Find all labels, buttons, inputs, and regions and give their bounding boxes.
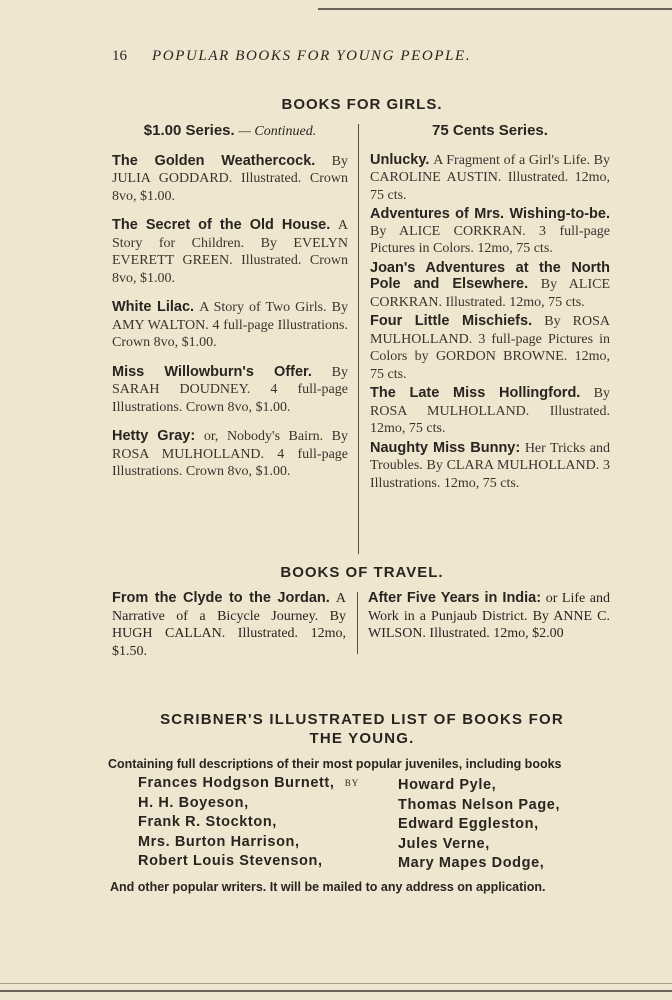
author-name: Robert Louis Stevenson, [138, 853, 323, 869]
travel-entry-left: From the Clyde to the Jordan. A Narrative of a Bicycle Journey. By HUGH CALLAN. Illustrated. 12mo, $1.50. [112, 590, 346, 659]
series-heading-right: 75 Cents Series. [432, 122, 548, 139]
book-entry: The Secret of the Old House. A Story for Children. By EVELYN EVERETT GREEN. Illustrated. Crown 8vo, $1.00. [112, 217, 349, 286]
authors-right-list [398, 776, 560, 874]
girls-left-column [112, 123, 348, 493]
author-name: Frances Hodgson Burnett, [138, 775, 335, 791]
scribner-heading: SCRIBNER'S ILLUSTRATED LIST OF BOOKS FOR THE YOUNG. [160, 711, 564, 747]
girls-right-column [370, 123, 610, 494]
author-name: Howard Pyle, [398, 777, 497, 793]
travel-heading: BOOKS OF TRAVEL. [280, 564, 444, 581]
running-head [112, 48, 552, 70]
book-entry: Adventures of Mrs. Wishing-to-be. By ALICE CORKRAN. 3 full-page Pictures in Colors. 12mo, 75 cts. [370, 206, 610, 256]
book-entry: Unlucky. A Fragment of a Girl's Life. By CAROLINE AUSTIN. Illustrated. 12mo, 75 cts. [370, 151, 611, 203]
book-entry: Miss Willowburn's Offer. By SARAH DOUDNEY. 4 full-page Illustrations. Crown 8vo, $1.00. [112, 363, 349, 415]
author-name: Thomas Nelson Page, [398, 796, 561, 813]
author-name: Frank R. Stockton, [138, 814, 277, 830]
author-name: Mrs. Burton Harrison, [138, 833, 300, 850]
series-heading-left: $1.00 Series. — Continued. [143, 122, 317, 139]
page-number: 16 [112, 48, 127, 64]
book-entry: Joan's Adventures at the North Pole and Elsewhere. By ALICE CORKRAN. Illustrated. 12mo, 75 cts. [370, 259, 610, 310]
authors-left-list [138, 774, 334, 872]
book-entry: Hetty Gray: or, Nobody's Bairn. By ROSA MULHOLLAND. 4 full-page Illustrations. Crown 8vo, $1.00. [112, 428, 348, 479]
author-name: Jules Verne, [398, 835, 490, 852]
girls-heading: BOOKS FOR GIRLS. [281, 96, 443, 113]
footer-note: And other popular writers. It will be mailed to any address on application. [110, 880, 546, 894]
author-name: H. H. Boyeson, [138, 794, 249, 811]
author-name: Edward Eggleston, [398, 816, 539, 832]
travel-column-divider [357, 592, 358, 654]
top-rule [318, 0, 672, 10]
book-entry: Four Little Mischiefs. By ROSA MULHOLLAND. 3 full-page Pictures in Colors by GORDON BROWNE. 12mo, 75 cts. [370, 313, 611, 382]
book-entry: The Golden Weathercock. By JULIA GODDARD. Illustrated. Crown 8vo, $1.00. [112, 152, 348, 204]
book-entry: White Lilac. A Story of Two Girls. By AMY WALTON. 4 full-page Illustrations. Crown 8vo, $1.00. [112, 299, 348, 350]
bottom-rule-thin [0, 983, 672, 984]
column-divider [358, 124, 359, 554]
containing-line: Containing full descriptions of their most popular juveniles, including books [108, 757, 562, 771]
book-entry: The Late Miss Hollingford. By ROSA MULHOLLAND. Illustrated. 12mo, 75 cts. [370, 385, 611, 436]
bottom-rule-thick [0, 990, 672, 992]
book-entry: Naughty Miss Bunny: Her Tricks and Troubles. By CLARA MULHOLLAND. 3 Illustrations. 12mo, 75 cts. [370, 439, 610, 491]
travel-entry-right: After Five Years in India: or Life and Work in a Punjaub District. By ANNE C. WILSON. Illustrated. 12mo, $2.00 [368, 590, 610, 641]
author-name: Mary Mapes Dodge, [398, 855, 545, 871]
running-head-title: POPULAR BOOKS FOR YOUNG PEOPLE. [152, 48, 472, 64]
by-label: BY [344, 778, 360, 788]
